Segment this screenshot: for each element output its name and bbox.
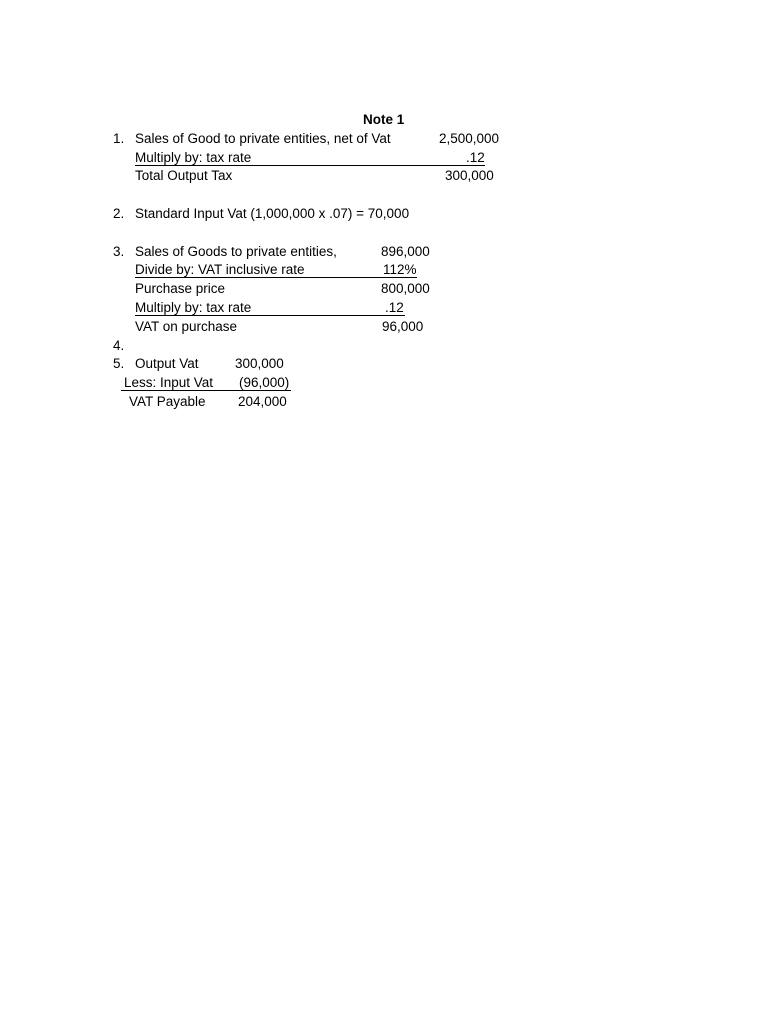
- item-3-rate-label: Multiply by: tax rate: [135, 300, 252, 315]
- item-3-number: 3.: [113, 244, 125, 259]
- item-3-divide-value: 112%: [383, 262, 417, 277]
- item-2-text: Standard Input Vat (1,000,000 x .07) = 70,000: [135, 206, 410, 221]
- item-1-total-label: Total Output Tax: [135, 168, 233, 183]
- item-3-purchase-label: Purchase price: [135, 281, 226, 296]
- item-1-number: 1.: [113, 131, 125, 146]
- item-5-number: 5.: [113, 356, 125, 371]
- item-3-divide-label: Divide by: VAT inclusive rate: [135, 262, 305, 277]
- item-3-rate-value: .12: [385, 300, 404, 315]
- item-3-vat-label: VAT on purchase: [135, 319, 238, 334]
- item-1-total-value: 300,000: [445, 168, 494, 183]
- item-2-number: 2.: [113, 206, 125, 221]
- item-5-less-value: (96,000): [239, 375, 290, 390]
- item-5-output-label: Output Vat: [135, 356, 199, 371]
- item-5-less-label: Less: Input Vat: [124, 375, 214, 390]
- item-3-rate-rule: [135, 315, 405, 316]
- item-5-rule: [121, 390, 291, 391]
- item-5-payable-label: VAT Payable: [129, 394, 206, 409]
- item-4-number: 4.: [113, 338, 125, 353]
- item-1-sales-value: 2,500,000: [439, 131, 500, 146]
- item-3-sales-label: Sales of Goods to private entities,: [135, 244, 337, 259]
- item-3-divide-rule: [135, 277, 417, 278]
- item-1-rule: [135, 165, 485, 166]
- item-1-sales-label: Sales of Good to private entities, net of Vat: [135, 131, 391, 146]
- item-5-payable-value: 204,000: [238, 394, 287, 409]
- item-5-output-value: 300,000: [235, 356, 284, 371]
- item-1-rate-label: Multiply by: tax rate: [135, 150, 252, 165]
- note-title: Note 1: [363, 112, 405, 127]
- item-3-sales-value: 896,000: [381, 244, 430, 259]
- item-3-vat-value: 96,000: [382, 319, 424, 334]
- item-1-rate-value: .12: [466, 150, 485, 165]
- item-3-purchase-value: 800,000: [381, 281, 430, 296]
